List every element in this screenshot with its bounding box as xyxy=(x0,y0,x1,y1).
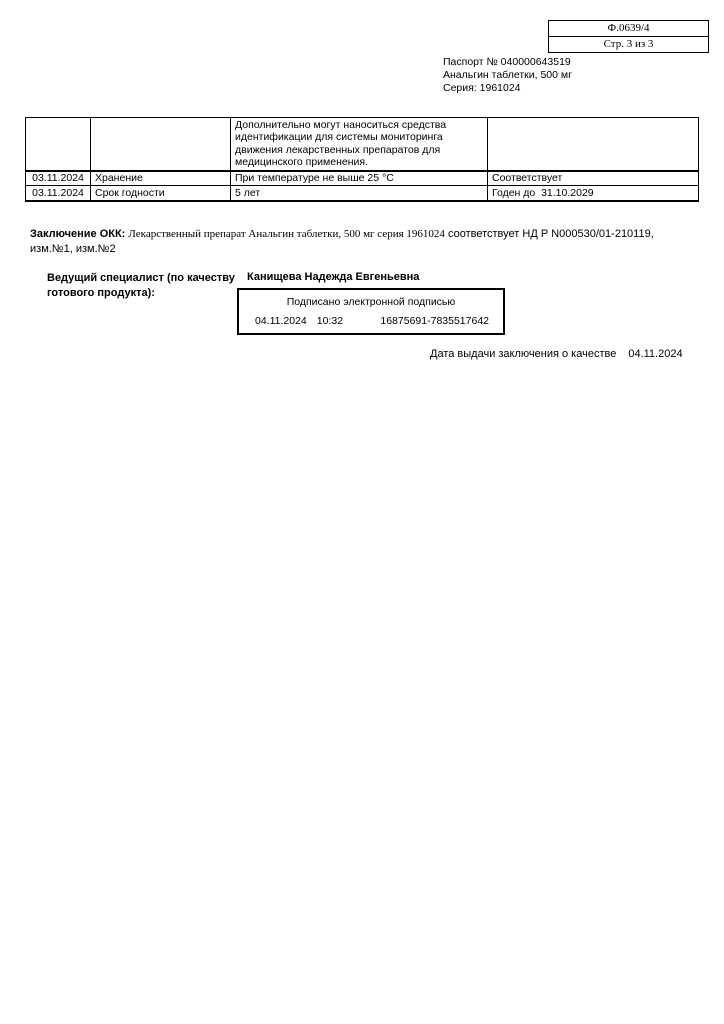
signature-date: 04.11.2024 xyxy=(255,315,307,327)
signature-time: 10:32 xyxy=(316,315,344,327)
specialist-label-line2: готового продукта): xyxy=(47,287,155,299)
conclusion-nd: соответствует НД Р N000530/01-210119, xyxy=(447,228,654,240)
form-number-box xyxy=(548,20,709,53)
product-name: Анальгин таблетки, 500 мг xyxy=(443,69,572,81)
issue-date-value: 04.11.2024 xyxy=(628,348,683,360)
results-table xyxy=(25,117,699,202)
series-number: Серия: 1961024 xyxy=(443,82,521,94)
parameter-cell xyxy=(91,118,231,171)
specialist-name: Канищева Надежда Евгеньевна xyxy=(247,271,420,283)
table-row xyxy=(26,118,699,171)
passport-header xyxy=(443,56,572,95)
table-row xyxy=(26,171,699,186)
parameter-cell: Срок годности xyxy=(91,186,231,201)
okk-conclusion xyxy=(30,227,670,257)
specialist-label xyxy=(47,271,235,301)
conclusion-amendments: изм.№1, изм.№2 xyxy=(30,243,116,255)
specialist-label-line1: Ведущий специалист (по качеству xyxy=(47,272,235,284)
signature-datetime xyxy=(255,315,343,327)
signature-title: Подписано электронной подписью xyxy=(286,296,456,308)
conclusion-label: Заключение ОКК: xyxy=(30,228,126,240)
table-row xyxy=(26,186,699,201)
conclusion-product: Лекарственный препарат Анальгин таблетки, 500 мг серия 1961024 xyxy=(128,228,445,240)
parameter-cell: Хранение xyxy=(91,171,231,186)
result-cell xyxy=(488,118,699,171)
passport-number: Паспорт № 040000643519 xyxy=(443,56,571,68)
date-cell: 03.11.2024 xyxy=(26,171,91,186)
conclusion-line1 xyxy=(30,227,670,242)
value-cell: Дополнительно могут наноситься средства идентификации для системы мониторинга движения лекарственных препаратов для медицинского применения. xyxy=(231,118,488,171)
date-cell: 03.11.2024 xyxy=(26,186,91,201)
result-cell: Соответствует xyxy=(488,171,699,186)
signature-details xyxy=(239,315,503,327)
value-cell: 5 лет xyxy=(231,186,488,201)
issue-date-line xyxy=(430,348,683,360)
form-number: Ф.0639/4 xyxy=(549,21,708,37)
issue-date-label: Дата выдачи заключения о качестве xyxy=(430,348,617,360)
value-cell: При температуре не выше 25 °С xyxy=(231,171,488,186)
page-number: Стр. 3 из 3 xyxy=(603,38,654,50)
date-cell xyxy=(26,118,91,171)
result-cell: Годен до 31.10.2029 xyxy=(488,186,699,201)
signature-id: 16875691-7835517642 xyxy=(380,315,489,327)
e-signature-box xyxy=(237,288,505,335)
